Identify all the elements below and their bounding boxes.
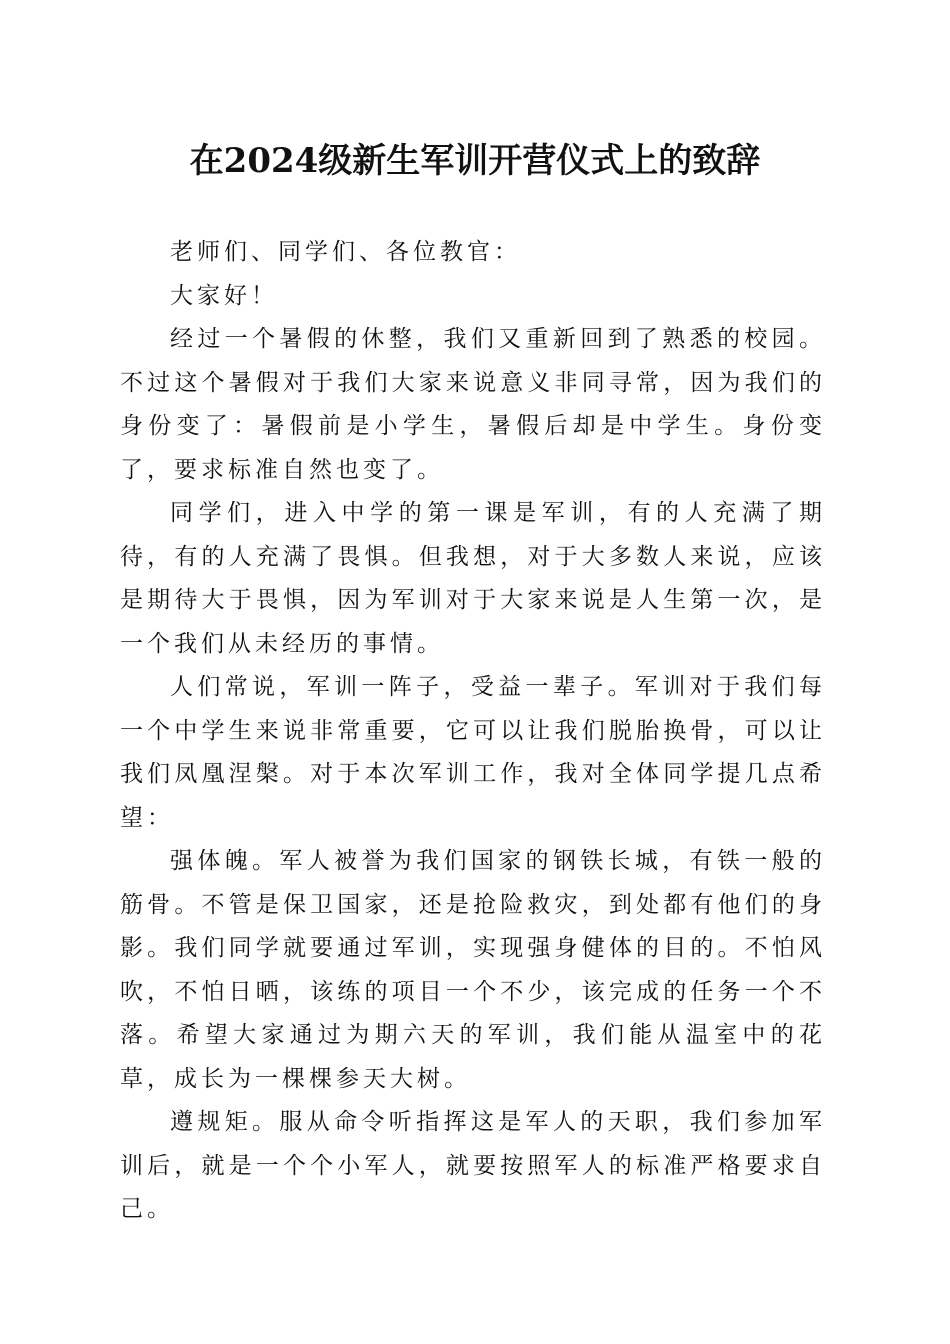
paragraph: 强体魄。军人被誉为我们国家的钢铁长城，有铁一般的筋骨。不管是保卫国家，还是抢险救灾，到处都有他们的身影。我们同学就要通过军训，实现强身健体的目的。不怕风吹，不怕日晒，该练的项目一个不少，该完成的任务一个不落。希望大家通过为期六天的军训，我们能从温室中的花草，成长为一棵棵参天大树。 [120,848,826,1092]
paragraph: 人们常说，军训一阵子，受益一辈子。军训对于我们每一个中学生来说非常重要，它可以让我们脱胎换骨，可以让我们凤凰涅槃。对于本次军训工作，我对全体同学提几点希望： [120,674,826,831]
paragraph: 经过一个暑假的休整，我们又重新回到了熟悉的校园。不过这个暑假对于我们大家来说意义非同寻常，因为我们的身份变了：暑假前是小学生，暑假后却是中学生。身份变了，要求标准自然也变了。 [120,326,826,483]
paragraph: 同学们，进入中学的第一课是军训，有的人充满了期待，有的人充满了畏惧。但我想，对于大多数人来说，应该是期待大于畏惧，因为军训对于大家来说是人生第一次，是一个我们从未经历的事情。 [120,500,826,657]
document-title: 在2024级新生军训开营仪式上的致辞 [189,141,761,181]
salutation: 老师们、同学们、各位教官： [170,239,521,265]
greeting: 大家好！ [170,282,278,309]
paragraph: 遵规矩。服从命令听指挥这是军人的天职，我们参加军训后，就是一个个小军人，就要按照军人的标准严格要求自己。 [120,1109,826,1222]
document-body [120,231,826,1232]
